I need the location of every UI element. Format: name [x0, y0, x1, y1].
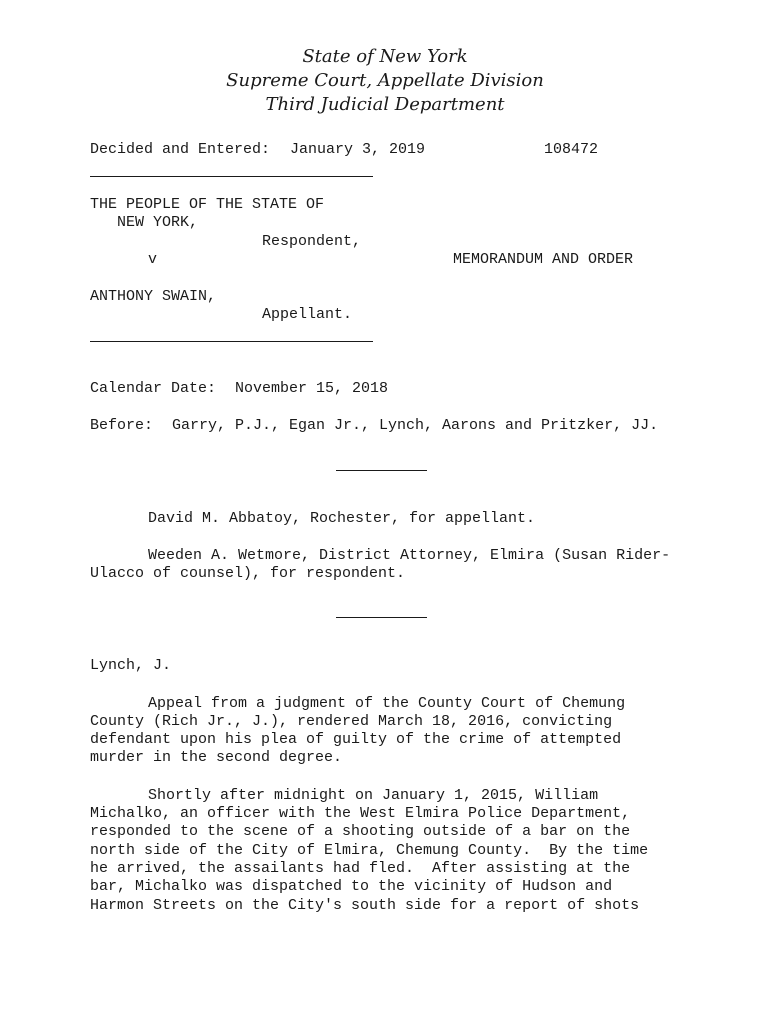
counsel-respondent-line1: Weeden A. Wetmore, District Attorney, Elmira (Susan Rider-: [148, 547, 671, 564]
section-divider: [336, 617, 427, 618]
court-division: Supreme Court, Appellate Division: [226, 70, 544, 91]
paragraph-line: murder in the second degree.: [90, 749, 343, 766]
caption-top-rule: [90, 176, 373, 177]
paragraph-line: County (Rich Jr., J.), rendered March 18, 2016, convicting: [90, 713, 613, 730]
party-respondent-line1: THE PEOPLE OF THE STATE OF: [90, 196, 325, 213]
paragraph-line: Harmon Streets on the City's south side for a report of shots: [90, 897, 640, 914]
paragraph-line: Shortly after midnight on January 1, 2015, William: [148, 787, 599, 804]
party-appellant: ANTHONY SWAIN,: [90, 288, 217, 305]
paragraph-line: he arrived, the assailants had fled. After assisting at the: [90, 860, 631, 877]
order-type: MEMORANDUM AND ORDER: [453, 251, 634, 268]
paragraph-line: responded to the scene of a shooting outside of a bar on the: [90, 823, 631, 840]
appellant-role: Appellant.: [262, 306, 353, 323]
caption-bottom-rule: [90, 341, 373, 342]
paragraph-line: bar, Michalko was dispatched to the vicinity of Hudson and: [90, 878, 613, 895]
court-department: Third Judicial Department: [265, 94, 505, 115]
paragraph-line: Michalko, an officer with the West Elmira Police Department,: [90, 805, 631, 822]
decided-date: January 3, 2019: [290, 141, 426, 158]
section-divider: [336, 470, 427, 471]
calendar-date: November 15, 2018: [235, 380, 389, 397]
versus: v: [148, 251, 158, 268]
party-respondent-line2: NEW YORK,: [117, 214, 199, 231]
paragraph-line: north side of the City of Elmira, Chemung County. By the time: [90, 842, 649, 859]
before-label: Before:: [90, 417, 154, 434]
before-judges: Garry, P.J., Egan Jr., Lynch, Aarons and Pritzker, JJ.: [172, 417, 659, 434]
calendar-label: Calendar Date:: [90, 380, 217, 397]
paragraph-line: defendant upon his plea of guilty of the crime of attempted: [90, 731, 622, 748]
docket-number: 108472: [544, 141, 599, 158]
respondent-role: Respondent,: [262, 233, 362, 250]
counsel-appellant: David M. Abbatoy, Rochester, for appellant.: [148, 510, 536, 527]
decided-label: Decided and Entered:: [90, 141, 271, 158]
opinion-author: Lynch, J.: [90, 657, 172, 674]
court-name: State of New York: [302, 46, 468, 67]
paragraph-line: Appeal from a judgment of the County Court of Chemung: [148, 695, 626, 712]
counsel-respondent-line2: Ulacco of counsel), for respondent.: [90, 565, 406, 582]
